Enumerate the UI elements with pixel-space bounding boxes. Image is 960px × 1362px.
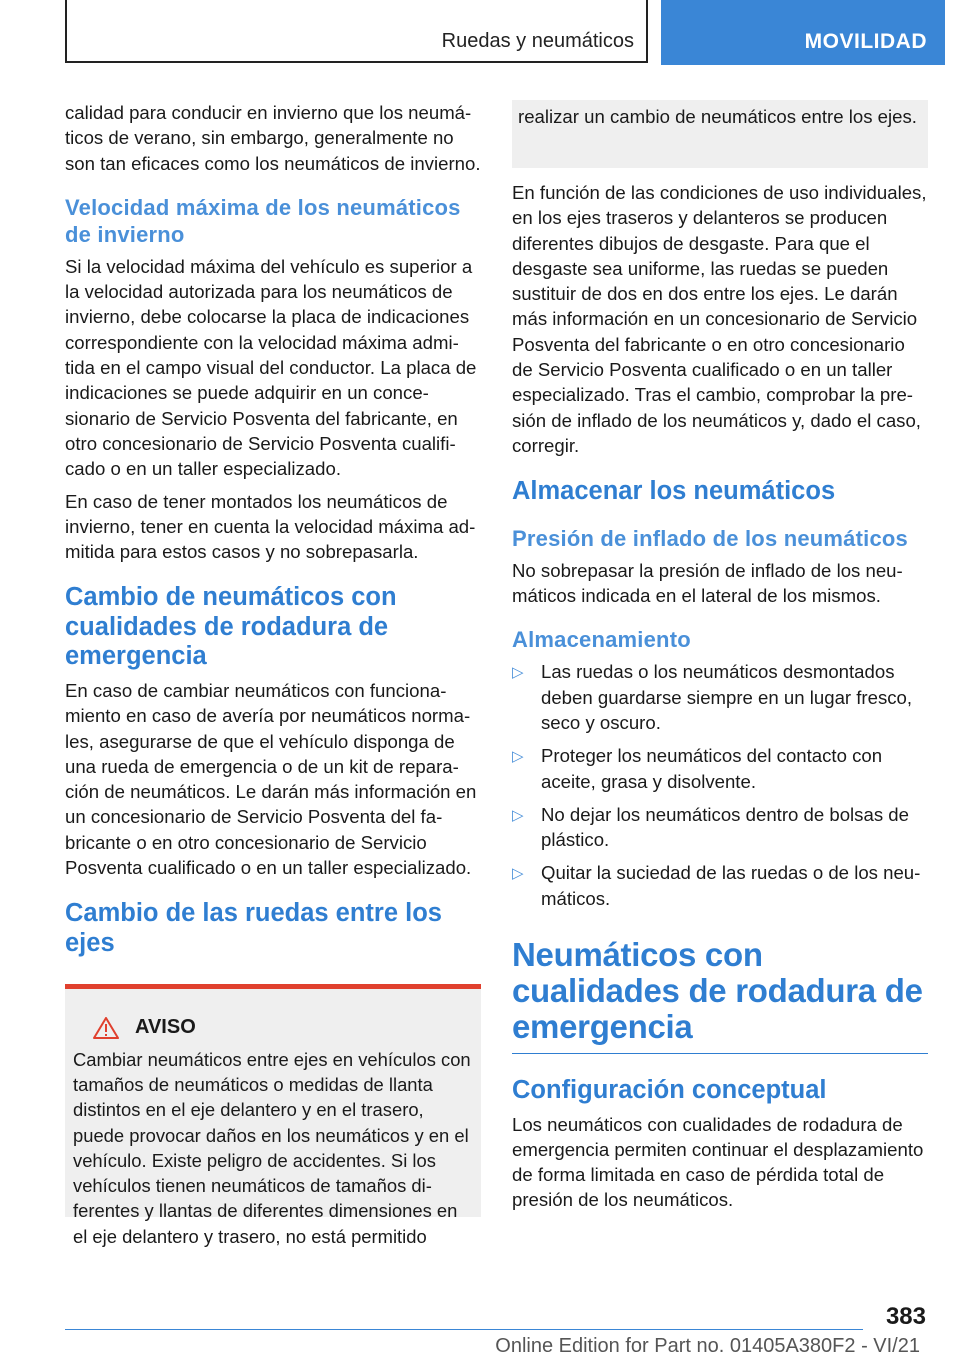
bullet-triangle-icon: ▷	[512, 806, 524, 824]
bullet-triangle-icon: ▷	[512, 865, 524, 883]
heading-winter-max-speed: Velocidad máxima de los neumáticos de invierno	[65, 194, 461, 247]
paragraph: calidad para conducir en invierno que los neumáticos de verano, sin embargo, generalmente no son tan eficaces como los neumáticos de invierno.	[65, 102, 481, 174]
list-item	[512, 743, 928, 794]
heading-runflat-tires: Neumáticos con cualidades de rodadura de emergencia	[512, 936, 923, 1046]
header-box	[65, 0, 648, 63]
section-divider	[512, 1053, 928, 1054]
paragraph: En función de las condiciones de uso individuales, en los ejes traseros y delanteros se producen diferentes dibujos de desgaste. Para que el desgaste sea uniforme, las ruedas se pueden sustituir de dos en dos entre los ejes. Le darán más información en un concesionario de Servicio Posventa del fabricante o en otro concesionario de Servicio Posventa cualificado o en un taller especializado. Tras el cambio, comprobar la presión de inflado de los neumáticos y, dado el caso, corregir.	[512, 182, 927, 456]
chapter-tab[interactable]: MOVILIDAD	[661, 0, 945, 65]
list-item	[512, 860, 928, 911]
heading-inflation-pressure: Presión de inflado de los neumáticos	[512, 525, 908, 551]
right-column	[512, 100, 928, 1220]
section-title: Ruedas y neumáticos	[441, 30, 634, 52]
list-item-text: Las ruedas o los neumáticos desmontados deben guardarse siempre en un lugar fresco, seco y oscuro.	[541, 661, 913, 733]
left-column	[65, 100, 481, 1247]
list-item	[512, 802, 928, 853]
paragraph: Si la velocidad máxima del vehículo es superior a la velocidad autorizada para los neumáticos de invierno, debe colocarse la placa de indicaciones correspondiente con la velocidad máxima admitida en el campo visual del conductor. La placa de indicaciones se puede adquirir en un concesionario de Servicio Posventa del fabricante, en otro concesionario de Servicio Posventa cualificado o en un taller especializado.	[65, 255, 477, 480]
bullet-triangle-icon: ▷	[512, 748, 524, 766]
paragraph: No sobrepasar la presión de inflado de los neumáticos indicada en el lateral de los mismos.	[512, 559, 903, 607]
warning-box	[65, 984, 481, 1247]
warning-title	[93, 1015, 475, 1040]
list-item-text: Quitar la suciedad de las ruedas o de los neumáticos.	[541, 862, 921, 909]
warning-label: AVISO	[135, 1016, 196, 1039]
paragraph: Los neumáticos con cualidades de rodadura de emergencia permiten continuar el desplazamiento de forma limitada en caso de pérdida total de presión de los neumáticos.	[512, 1113, 924, 1211]
warning-continuation-text: realizar un cambio de neumáticos entre los ejes.	[518, 106, 917, 127]
heading-wheel-rotation: Cambio de las ruedas entre los ejes	[65, 899, 442, 957]
warning-text: Cambiar neumáticos entre ejes en vehículos con tamaños de neumáticos o medidas de llanta distintos en el eje delantero y en el trasero, puede provocar daños en los neumáticos y en el vehículo. Existe peligro de accidentes. Si los vehículos tienen neumáticos de tamaños diferentes y llantas de diferentes dimensiones en el eje delantero y trasero, no está permitido	[73, 1048, 471, 1247]
paragraph: En caso de cambiar neumáticos con funcionamiento en caso de avería por neumáticos normales, asegurarse de que el vehículo disponga de una rueda de emergencia o de un kit de reparación de neumáticos. Le darán más información en un concesionario de Servicio Posventa del fabricante o en otro concesionario de Servicio Posventa cualificado o en un taller especializado.	[65, 679, 477, 879]
edition-text: Online Edition for Part no. 01405A380F2 - VI/21	[495, 1335, 920, 1357]
bullet-triangle-icon: ▷	[512, 664, 524, 682]
warning-triangle-icon	[93, 1017, 119, 1039]
heading-store-tires: Almacenar los neumáticos	[512, 477, 836, 506]
warning-continuation	[512, 100, 928, 168]
page-number: 383	[885, 1303, 926, 1330]
paragraph: En caso de tener montados los neumáticos de invierno, tener en cuenta la velocidad máxima admitida para estos casos y no sobrepasarla.	[65, 490, 476, 563]
heading-runflat-change: Cambio de neumáticos con cualidades de rodadura de emergencia	[65, 583, 397, 671]
list-item	[512, 659, 928, 735]
list-item-text: Proteger los neumáticos del contacto con aceite, grasa y disolvente.	[541, 745, 883, 792]
heading-concept: Configuración conceptual	[512, 1076, 827, 1105]
list-item-text: No dejar los neumáticos dentro de bolsas de plástico.	[541, 803, 909, 851]
heading-storage: Almacenamiento	[512, 627, 691, 653]
storage-list	[512, 659, 928, 911]
footer-divider	[65, 1329, 863, 1330]
